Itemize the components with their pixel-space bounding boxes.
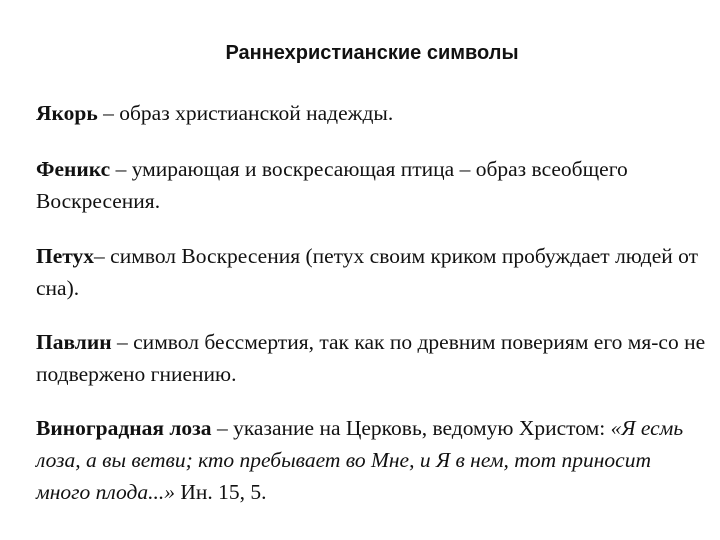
symbol-term: Феникс — [36, 157, 111, 181]
symbol-description: – символ бессмертия, так как по древним повериям его мя-со не подвержено гниению. — [36, 330, 706, 386]
symbol-description: – умирающая и воскресающая птица – образ всеобщего Воскресения. — [36, 157, 628, 213]
symbol-description: – указание на Церковь, ведомую Христом: — [211, 416, 611, 440]
symbol-description: – образ христианской надежды. — [97, 101, 394, 125]
symbol-entry-vine — [36, 412, 706, 508]
scripture-quote: «Я есмь лоза, а вы ветви; кто пребывает во Мне, и Я в нем, тот приносит много плода...» — [36, 416, 684, 504]
symbol-term: Павлин — [36, 330, 112, 354]
slide-title: Раннехристианские символы — [225, 42, 519, 64]
symbol-entry-phoenix — [36, 153, 706, 217]
symbol-entry-rooster — [36, 240, 706, 304]
symbol-term: Якорь — [36, 101, 98, 125]
symbol-term: Петух — [36, 244, 95, 268]
symbol-entry-anchor — [36, 97, 706, 129]
symbol-term: Виноградная лоза — [36, 416, 212, 440]
scripture-reference: Ин. 15, 5. — [175, 480, 267, 504]
symbol-entry-peacock — [36, 326, 706, 390]
symbol-description: – символ Воскресения (петух своим криком пробуждает людей от сна). — [36, 244, 698, 300]
